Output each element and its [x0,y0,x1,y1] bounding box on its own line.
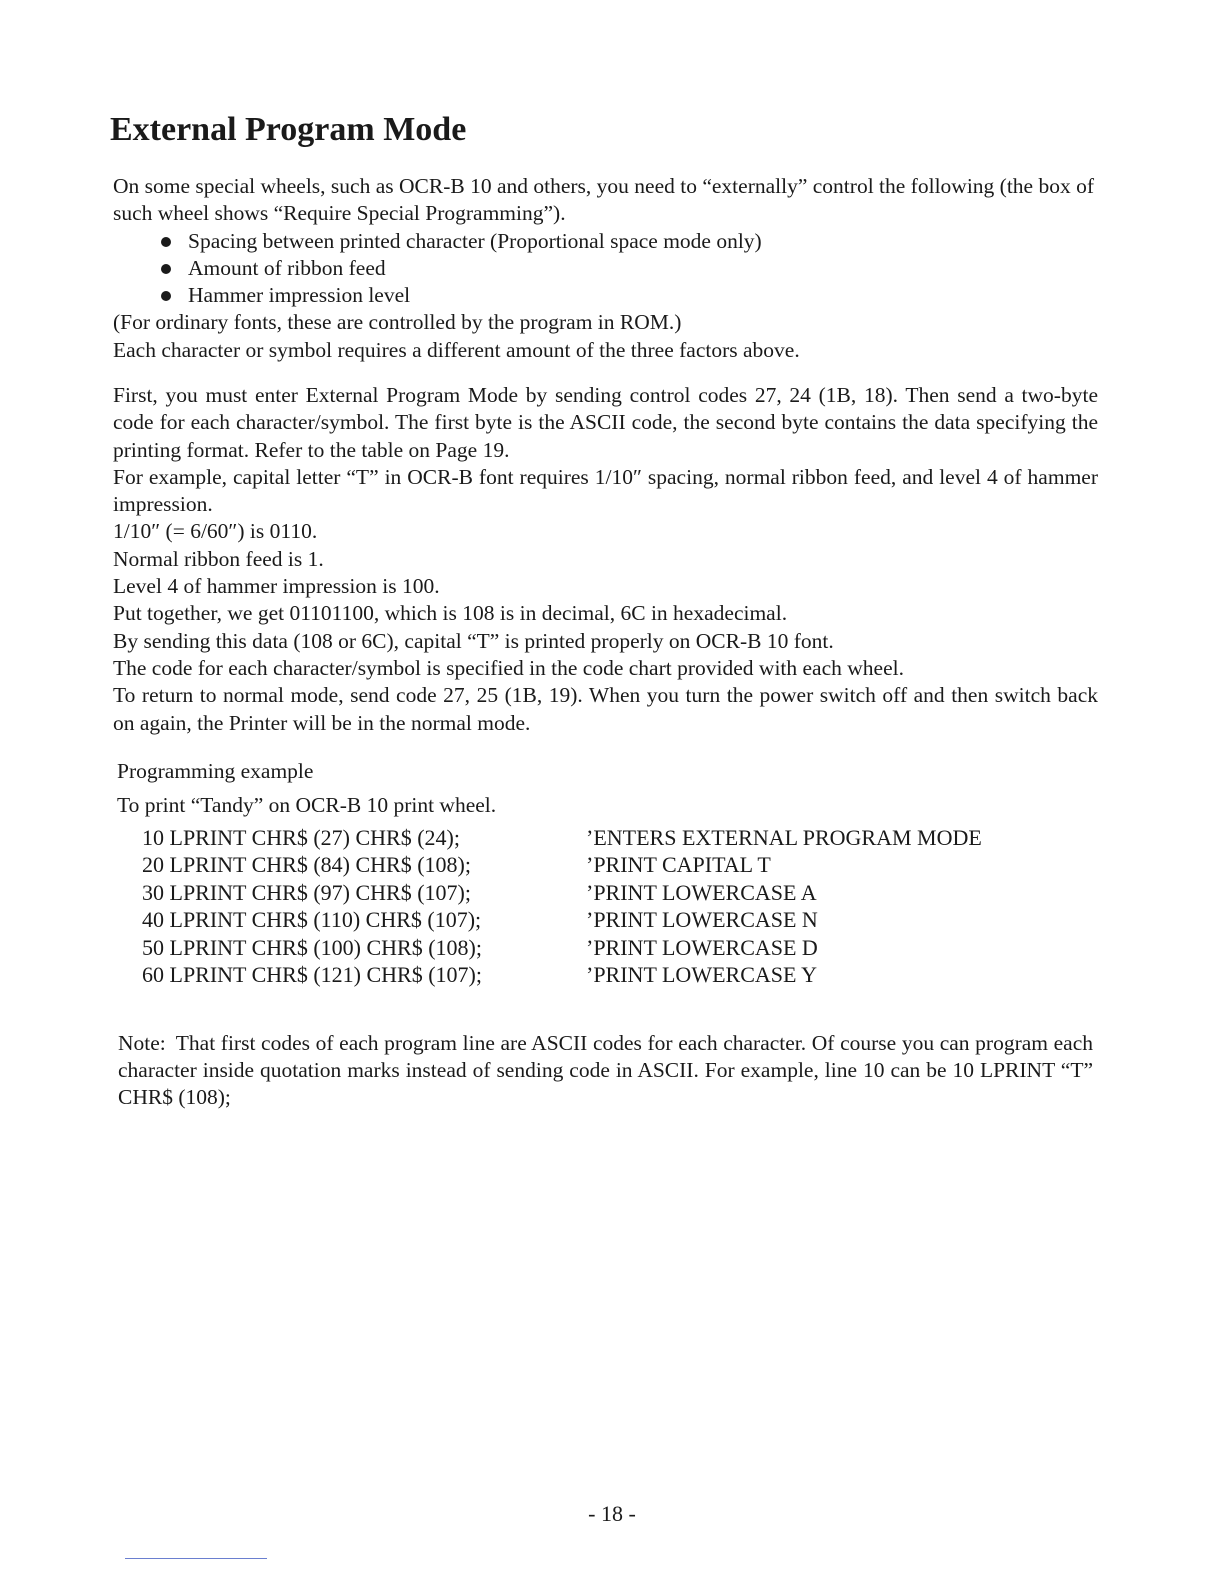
code-comment: ’PRINT LOWERCASE N [586,907,818,933]
code-comment: ’PRINT LOWERCASE D [586,934,818,960]
note-label: Note: [118,1030,166,1055]
factors-line: Each character or symbol requires a different amount of the three factors above. [113,337,800,362]
code-statement: 40 LPRINT CHR$ (110) CHR$ (107); [142,907,482,933]
code-comment: ’PRINT LOWERCASE A [586,879,817,905]
note-text: That first codes of each program line are ASCII codes for each character. Of course you can program each character inside quotation marks instead of sending code in ASCII. For example, line 10 can be 10 LPRINT “T” CHR$ (108); [118,1030,1093,1110]
footer-divider [125,1558,267,1559]
bullet-icon [161,291,171,301]
example-paragraph: For example, capital letter “T” in OCR-B font requires 1/10″ spacing, normal ribbon feed, and level 4 of hammer impression. [113,464,1098,517]
sending-line: By sending this data (108 or 6C), capital “T” is printed properly on OCR-B 10 font. [113,628,834,653]
code-statement: 50 LPRINT CHR$ (100) CHR$ (108); [142,934,482,960]
spacing-line: 1/10″ (= 6/60″) is 0110. [113,519,318,544]
bullet-icon [161,264,171,274]
enter-mode-paragraph: First, you must enter External Program Mode by sending control codes 27, 24 (1B, 18). Then send a two-byte code for each character/symbol. The first byte is the ASCII code, the second byte contains the data specifying the printing format. Refer to the table on Page 19. [113,383,1098,462]
list-item [161,255,1098,282]
list-item [161,228,1098,255]
hammer-line: Level 4 of hammer impression is 100. [113,574,440,599]
code-statement: 30 LPRINT CHR$ (97) CHR$ (107); [142,879,471,905]
code-statement: 60 LPRINT CHR$ (121) CHR$ (107); [142,961,482,987]
code-comment: ’PRINT CAPITAL T [586,852,771,878]
code-statement: 10 LPRINT CHR$ (27) CHR$ (24); [142,825,460,850]
list-item-text: Amount of ribbon feed [188,255,386,280]
ribbon-line: Normal ribbon feed is 1. [113,546,324,571]
list-item [161,282,1098,309]
rom-note-line: (For ordinary fonts, these are controlled by the program in ROM.) [113,310,682,335]
list-item-text: Spacing between printed character (Proportional space mode only) [188,228,762,253]
intro-section [113,173,1098,364]
page-title: External Program Mode [110,111,467,148]
list-item-text: Hammer impression level [188,283,411,308]
code-chart-line: The code for each character/symbol is specified in the code chart provided with each wheel. [113,655,904,680]
programming-example-heading: Programming example [117,759,314,783]
combined-line: Put together, we get 01101100, which is 108 is in decimal, 6C in hexadecimal. [113,601,788,626]
procedure-section [113,382,1098,737]
factor-list [113,228,1098,310]
intro-paragraph: On some special wheels, such as OCR-B 10 and others, you need to “externally” control the following (the box of such wheel shows “Require Special Programming”). [113,174,1095,226]
code-comment: ’PRINT LOWERCASE Y [586,961,817,987]
code-statement: 20 LPRINT CHR$ (84) CHR$ (108); [142,852,471,878]
bullet-icon [161,237,171,247]
note-paragraph [118,1030,1093,1112]
return-mode-paragraph: To return to normal mode, send code 27, 25 (1B, 19). When you turn the power switch off and then switch back on again, the Printer will be in the normal mode. [113,683,1098,735]
page-number: - 18 - [588,1501,636,1526]
programming-example-intro: To print “Tandy” on OCR-B 10 print wheel. [117,793,497,817]
code-comment: ’ENTERS EXTERNAL PROGRAM MODE [586,825,982,850]
